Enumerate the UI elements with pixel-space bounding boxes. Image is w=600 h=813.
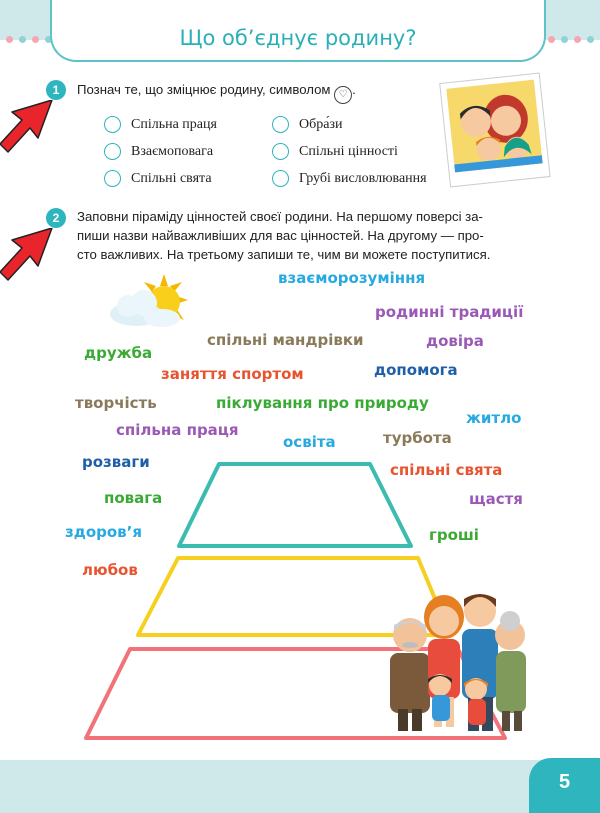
option-right-1[interactable] xyxy=(272,116,342,133)
word-spilna-pratsia: спільна праця xyxy=(116,421,239,439)
word-rozvahy: розваги xyxy=(82,453,150,471)
option-label: Взаємоповага xyxy=(131,143,214,159)
word-pikluvannia-pro-pryrodu: піклування про природу xyxy=(216,394,429,412)
option-circle[interactable] xyxy=(272,116,289,133)
task1-text-end: . xyxy=(352,82,356,97)
heart-icon: ♡ xyxy=(334,86,352,104)
word-spilni-mandrivky: спільні мандрівки xyxy=(207,331,364,349)
bottom-band xyxy=(0,760,600,813)
word-spilni-sviata: спільні свята xyxy=(390,461,503,479)
title-box xyxy=(50,0,546,62)
sun-cloud-icon xyxy=(104,272,194,342)
task1-number: 1 xyxy=(46,80,66,100)
word-zhytlo: житло xyxy=(466,409,522,427)
word-rodynni-tradytsii: родинні традиції xyxy=(375,303,524,321)
word-osvita: освіта xyxy=(283,433,336,451)
task2-instruction xyxy=(77,207,547,264)
option-label: Спільна праця xyxy=(131,116,217,132)
option-circle[interactable] xyxy=(104,170,121,187)
option-right-3[interactable] xyxy=(272,170,427,187)
word-zdorovia: здоров’я xyxy=(65,523,142,541)
word-liubov: любов xyxy=(82,561,138,579)
option-label: Спільні свята xyxy=(131,170,212,186)
option-right-2[interactable] xyxy=(272,143,398,160)
word-dopomoha: допомога xyxy=(374,361,458,379)
page-number: 5 xyxy=(529,758,600,813)
word-dovira: довіра xyxy=(426,332,484,350)
word-druzhba: дружба xyxy=(84,344,153,362)
word-hroshi: гроші xyxy=(429,526,479,544)
option-circle[interactable] xyxy=(104,116,121,133)
task1-text: Познач те, що зміцнює родину, символом xyxy=(77,82,331,97)
task2-number: 2 xyxy=(46,208,66,228)
word-povaha: повага xyxy=(104,489,163,507)
word-shchastia: щастя xyxy=(469,490,523,508)
option-label: Обра́зи xyxy=(299,116,343,132)
option-circle[interactable] xyxy=(104,143,121,160)
word-zaniattia-sportom: заняття спортом xyxy=(161,365,304,383)
task2-line: пиши назви найважливіших для вас цінностей. На другому — про- xyxy=(77,228,484,243)
arrow-icon-task2 xyxy=(0,228,60,288)
family-photo xyxy=(435,72,555,190)
word-turbota: турбота xyxy=(383,429,452,447)
option-label: Грубі висловлювання xyxy=(299,170,427,186)
word-tvorchist: творчість xyxy=(75,394,157,412)
word-vzaiemorozuminnia: взаєморозуміння xyxy=(278,269,426,287)
right-dots xyxy=(548,36,594,44)
option-label: Спільні цінності xyxy=(299,143,398,159)
task1-instruction xyxy=(77,80,356,104)
family-illustration xyxy=(382,585,532,745)
task2-line: Заповни піраміду цінностей своєї родини. На першому поверсі за- xyxy=(77,209,483,224)
arrow-icon-task1 xyxy=(0,100,60,160)
pyramid-level-top xyxy=(179,464,411,546)
option-left-2[interactable] xyxy=(104,143,213,160)
option-left-1[interactable] xyxy=(104,116,217,133)
option-circle[interactable] xyxy=(272,170,289,187)
task2-line: сто важливих. На третьому запиши те, чим ви можете поступитися. xyxy=(77,247,491,262)
option-circle[interactable] xyxy=(272,143,289,160)
option-left-3[interactable] xyxy=(104,170,212,187)
page-title: Що об’єднує родину? xyxy=(179,26,417,50)
